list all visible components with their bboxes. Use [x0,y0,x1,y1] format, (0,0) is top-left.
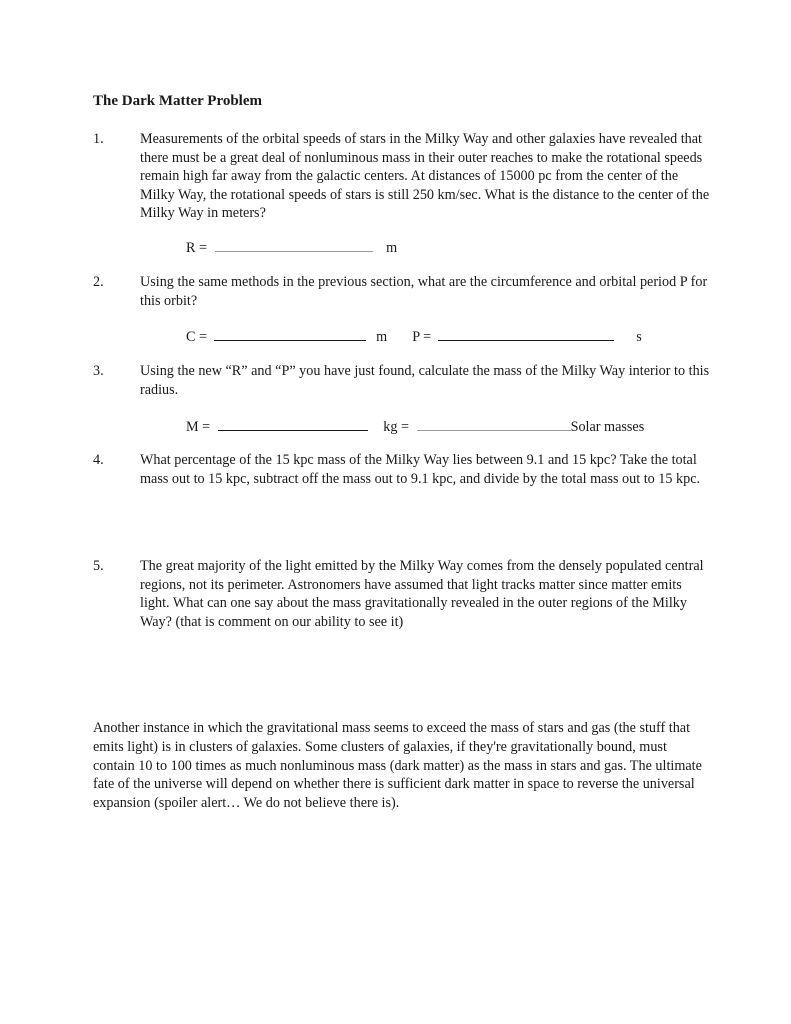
question-number: 5. [93,558,104,574]
answer-blank-m-kg[interactable] [218,416,368,431]
answer-m-line [186,416,644,436]
answer-unit-s: s [636,329,642,345]
question-text: Using the new “R” and “P” you have just found, calculate the mass of the Milky Way interior to this radius. [140,363,710,398]
page-title: The Dark Matter Problem [93,93,262,109]
question-2 [93,273,713,310]
answer-r-line [186,237,397,257]
question-text: Measurements of the orbital speeds of stars in the Milky Way and other galaxies have revealed that there must be a great deal of nonluminous mass in their outer reaches to make the rotational speeds remain high far away from the galactic centers. At distances of 15000 pc from the center of the Milky Way, the rotational speeds of stars is still 250 km/sec. What is the distance to the center of the Milky Way in meters? [140,131,710,222]
answer-label-c: C = [186,329,208,345]
answer-unit-c: m [376,329,388,345]
answer-label-m: M = [186,419,211,435]
question-5 [93,557,713,631]
answer-unit-kg: kg = [383,419,410,435]
answer-label-r: R = [186,240,208,256]
answer-blank-p[interactable] [438,326,614,341]
question-number: 3. [93,363,104,379]
answer-label-p: P = [412,329,432,345]
question-text: Using the same methods in the previous section, what are the circumference and orbital period P for this orbit? [140,274,708,309]
question-number: 4. [93,452,104,468]
question-1 [93,130,713,223]
question-text: The great majority of the light emitted by the Milky Way comes from the densely populated central regions, not its perimeter. Astronomers have assumed that light tracks matter since matter emits light. What can one say about the mass gravitationally revealed in the outer regions of the Milky Way? (that is comment on our ability to see it) [140,558,704,630]
closing-paragraph: Another instance in which the gravitational mass seems to exceed the mass of stars and gas (the stuff that emits light) is in clusters of galaxies. Some clusters of galaxies, if they're gravitationally bound, must contain 10 to 100 times as much nonluminous mass (dark matter) as the mass in stars and gas. The ultimate fate of the universe will depend on whether there is sufficient dark matter in space to reverse the universal expansion (spoiler alert… We do not believe there is). [93,720,702,812]
answer-unit-solar-masses: Solar masses [570,419,645,435]
question-4 [93,451,713,488]
answer-blank-solar[interactable] [417,416,571,431]
question-3 [93,362,713,399]
answer-unit-m: m [386,240,398,256]
answer-blank-c[interactable] [214,326,366,341]
question-number: 2. [93,274,104,290]
answer-blank-r[interactable] [215,237,373,252]
question-text: What percentage of the 15 kpc mass of the Milky Way lies between 9.1 and 15 kpc? Take the total mass out to 15 kpc, subtract off the mass out to 9.1 kpc, and divide by the total mass out to 15 kpc. [140,452,701,487]
question-number: 1. [93,131,104,147]
answer-c-p-line [186,326,642,346]
